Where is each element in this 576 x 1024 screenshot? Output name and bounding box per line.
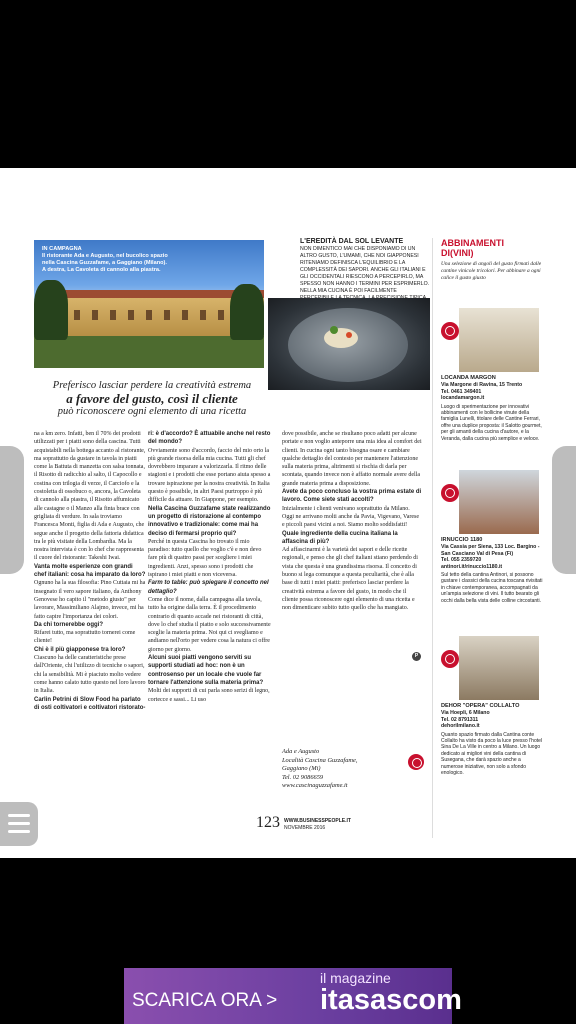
entry-photo — [459, 308, 539, 372]
question: Chi è il più giapponese tra loro? — [34, 646, 126, 653]
photo-tree — [34, 280, 68, 340]
entry-photo — [459, 636, 539, 700]
entry-address: Via Hoepli, 6 Milano — [441, 710, 490, 716]
paragraph: Ognuno ha la sua filosofia: Pino Cuttaia mi ha insegnato il vero sapore italiano, da Anthony Genovese ho capito il "metodo giusto" per lavorare, Massimiliano Alajmo, invece, mi ha fatto capire l'importanza dei colori. — [34, 580, 146, 620]
restaurant-name: Ada e Augusto — [282, 748, 320, 755]
paragraph: Perché in questa Cascina ho trovato il mio paradiso: tutto quello che voglio c'è e non devo fare più di quattro passi per scegliere i miei ingredienti. Anzi, spesso sono i prodotti che ispirano i miei piatti e non viceversa. — [148, 538, 262, 579]
dish-flower — [346, 332, 352, 338]
dish-herb — [330, 326, 338, 334]
restaurant-phone: Tel. 02 9086659 — [282, 773, 324, 781]
entry-address: Via Margone di Ravina, 15 Trento — [441, 382, 523, 388]
entry-web: antinori.it/rinuccio1180.it — [441, 563, 503, 570]
entry-phone: Tel. 055 2359720 — [441, 557, 482, 563]
paragraph: Ovviamente sono d'accordo, faccio del mio orto la più grande risorsa della mia cucina. Tutti gli chef dovrebbero imparare a valorizzarla. Il ritmo delle stagioni e i prodotti che esse portano aiuta spesso a trovare ispirazione per la nostra creatività. In Italia questo è possibile, in altri Paesi purtroppo è più difficile da attuare. In Giappone, per esempio. — [148, 447, 271, 504]
wine-entry — [441, 308, 543, 442]
question: Avete da poco concluso la vostra prima estate di lavoro. Come siete stati accolti? — [282, 489, 422, 504]
question: Quale ingrediente della cucina italiana la affascina di più? — [282, 530, 398, 545]
entry-image-row — [441, 308, 543, 372]
photo-caption-text: Il ristorante Ada e Augusto, nel bucolico spazio nella Cascina Guzzafame, a Gaggiano (Milano). A destra, La Cavoleta di cannolo alla piastra. — [42, 253, 168, 273]
next-page-button[interactable] — [552, 446, 576, 574]
end-mark-icon: P — [412, 652, 421, 661]
question: Da chi tornerebbe oggi? — [34, 621, 104, 628]
hamburger-icon — [8, 822, 30, 825]
question: Alcuni suoi piatti vengono serviti su supporti studiati ad hoc: non è un controsenso per un locale che vuole far tornare l'attenzione sulla materia prima? — [148, 655, 264, 686]
pull-quote-line-3: può riconoscere ogni elemento di una ricetta — [57, 406, 247, 417]
entry-description: Quanto spazio firmato dalla Cantina conte Collalto ha visto da poco la luce presso l'hotel Sina De La Ville in centro a Milano. Un luogo dedicato ai migliori vini della cantina di Susegana, che darà spazio anche a numerose iniziative, non solo a sfondo enologico. — [441, 731, 543, 776]
entry-image-row — [441, 470, 543, 534]
paragraph: Ad affascinarmi è la varietà dei sapori e delle ricette regionali, e penso che gli chef italiani stiano perdendo di vista che questa è una grandissima risorsa. Il concetto di buono si lega comunque a questa peculiarità, che è alla base di tutti i miei piatti: preferisco lasciar perdere la creatività estrema a favore del gusto, in modo che il cliente possa riconoscere ogni elemento di una ricetta e non dimenticare subito tutto quello che ha mangiato. — [282, 547, 418, 612]
photo-caption — [42, 246, 170, 274]
restaurant-city: Gaggiano (Mi) — [282, 765, 321, 773]
hamburger-icon — [8, 830, 30, 833]
sidebar-box-text: NON DIMENTICO MAI CHE DISPONIAMO DI UN ALTRO GUSTO, L'UMAMI, CHE NOI GIAPPONESI RITENIAMO DEFINISCA L'EQUILIBRIO E LA COMPLESSITÀ DEI SAPORI. ANCHE GLI ITALIANI E GLI OCCIDENTALI RIESCONO A PERCEPIRLO, MA SPESSO NON HANNO I TERMINI PER ESPRIMERLO. NELLA MIA CUCINA È POI FACILMENTE — [300, 246, 430, 294]
entry-image-row — [441, 636, 543, 700]
dish-food — [324, 328, 358, 348]
entry-address: Via Cassia per Siena, 133 Loc. Bargino - San Casciano Val di Pesa (Fi) — [441, 544, 540, 557]
page-footer — [256, 814, 376, 834]
paragraph: Molti dei supporti di cui parla sono serizi di legno, cortecce e sassi... Li uso — [148, 688, 270, 703]
banner-cta[interactable]: SCARICA ORA > — [132, 990, 278, 1011]
restaurant-photo — [34, 240, 264, 368]
paragraph: Come dice il nome, dalla campagna alla tavola, tutto ha origine dalla terra. È il procedimento contrario di quanto accade nei ristoranti di città, dove lo chef studia il piatto e solo successivamente sceglie la materia prima. Noi qui ci svegliamo e andiamo nell'orto per vedere cosa la natura ci offre giorno per giorno. — [148, 596, 271, 653]
article-column-1 — [34, 430, 146, 712]
previous-page-button[interactable] — [0, 446, 24, 574]
banner-brand: itasascom — [320, 984, 462, 1016]
entry-phone: Tel. 02 8791311 — [441, 716, 479, 723]
wine-badge-icon — [441, 650, 459, 668]
pull-quote-line-1: Preferisco lasciar perdere la creatività estrema — [52, 380, 252, 391]
question: ri: è d'accordo? È attuabile anche nel resto del mondo? — [148, 431, 271, 446]
question: Nella Cascina Guzzafame state realizzando un progetto di ristorazione al contempo innovativo e tradizionale: come mai ha deciso di fermarsi proprio qui? — [148, 505, 271, 537]
question: Carlin Petrini di Slow Food ha parlato di osti coltivatori e coltivatori ristorato- — [34, 696, 146, 711]
footer-site: WWW.BUSINESSPEOPLE.IT — [284, 818, 351, 824]
restaurant-location: Località Cascina Guzzafame, — [282, 756, 358, 764]
entry-description: Luogo di sperimentazione per innovativi abbinamenti con le bollicine vinute della famiglia Lunelli, titolare delle Cantine Ferrari, offre una duplice proposta: il Salotto gourmet, per gli amanti della cucina d'autore, e la Veranda, dalla cucina più semplice e veloce. — [441, 403, 542, 442]
wine-badge-icon — [441, 484, 459, 502]
entry-name: IRNUCCIO 1180 — [441, 537, 483, 543]
hamburger-icon — [8, 814, 30, 817]
photo-tree — [230, 284, 264, 340]
entry-phone: Tel. 0461 349401 — [441, 388, 482, 395]
download-banner[interactable] — [124, 968, 462, 1024]
restaurant-info — [282, 748, 422, 791]
entry-web: locandamargon.it — [441, 395, 485, 401]
entry-photo — [459, 470, 539, 534]
wine-badge-icon — [441, 322, 459, 340]
photo-windows — [74, 310, 254, 320]
entry-web: dehorilmilano.it — [441, 723, 480, 729]
photo-caption-title: IN CAMPAGNA — [42, 246, 82, 252]
pull-quote — [34, 380, 270, 418]
sidebar-intro: Una selezione di angoli del gusto firmati dalle cantine vinicole tricolori. Per abbinare a ogni calice il gusto giusto — [441, 261, 542, 281]
paragraph: Inizialmente i clienti venivano soprattutto da Milano. Oggi ne arrivano molti anche da Pavia, Vigevano, Varese e piccoli paesi vicini a noi. Siamo molto soddisfatti! — [282, 505, 420, 529]
paragraph: Ciascuno ha delle caratteristiche prese dall'Oriente, chi l'utilizzo di tecniche o sapori, chi la sensibilità. Mi è piaciuto molto vedere come hanno calato tutto questo nel loro lavoro in Italia. — [34, 655, 146, 695]
sidebar-box-title: L'EREDITÀ DAL SOL LEVANTE — [300, 238, 404, 245]
paragraph: dove possibile, anche se risultano poco adatti per alcune portate e non voglio anteporre una mia idea al comfort dei clienti. In cucina ogni tanto bisogna osare e cambiare qualche dettaglio del contesto per mantenere l'attenzione sulla materia prima, altrimenti si rischia di darla per scontata, quando invece non è affatto normale avere della grande materia prima a disposizione. — [282, 431, 422, 487]
question: Farm to table: può spiegare il concetto nel dettaglio? — [148, 580, 269, 595]
sidebar-title — [441, 238, 542, 258]
dish-photo — [268, 298, 430, 390]
photo-lawn — [34, 336, 264, 368]
sidebar-title-line-2: DI(VINI) — [441, 248, 474, 258]
wine-entry — [441, 636, 543, 776]
entry-description: Sul tetto della cantina Antinori, si possono gustare i classici della cucina toscana rivisitati in chiave contemporanea, accompagnati da un'ampia selezione di vini. Il tutto bearato gli occhi dalla bella vista delle colline circostanti. — [441, 572, 543, 604]
article-column-3 — [282, 430, 422, 613]
wine-entry — [441, 470, 543, 604]
page-number: 123 — [256, 814, 280, 831]
paragraph: na a km zero. Infatti, ben il 70% dei prodotti utilizzati per i piatti sono della cascina. Tutti acquistabili nella bottega accanto al ristorante, ma soprattutto da gustare in tavola in piatti come la Battuta di manzetta con salsa tonnata, il Risotto di radicchio al salto, il Capocollo e costina con trilogia di verze, il Carciofo e la costoletta di ossobuco o, ancora, la Cavoleta di cannolo alla piastra, il Risotto affumicato alle castagne o il Manzo alla finta brace con grigliata di verdure. In sala troviamo Francesca Monti, figlia di Ada e Augusto, che segue anche il progetto della fattoria didattica tra le più visitate della Lombardia. Ma la nostra intervista è con lo chef che rappresenta il cuore del ristorante: Takeshi Iwai. — [34, 431, 146, 562]
sidebar-title-line-1: ABBINAMENTI — [441, 238, 504, 248]
entry-name: DEHOR "OPERA" COLLALTO — [441, 703, 520, 709]
question: Vanta molte esperienze con grandi chef italiani: cosa ha imparato da loro? — [34, 563, 146, 579]
menu-button[interactable] — [0, 802, 38, 846]
magazine-page — [0, 168, 576, 858]
restaurant-web: www.cascinaguzzafame.it — [282, 782, 348, 790]
article-column-2 — [148, 430, 272, 704]
entry-name: LOCANDA MARGON — [441, 375, 496, 381]
pull-quote-line-2: a favore del gusto, così il cliente — [66, 391, 238, 406]
wine-badge-icon — [408, 754, 424, 770]
banner-subtitle: il magazine — [320, 970, 391, 986]
wine-pairings-sidebar — [432, 238, 542, 838]
footer-date: NOVEMBRE 2016 — [284, 825, 326, 831]
paragraph: Rifarei tutto, ma soprattutto tornerei come cliente! — [34, 630, 136, 645]
